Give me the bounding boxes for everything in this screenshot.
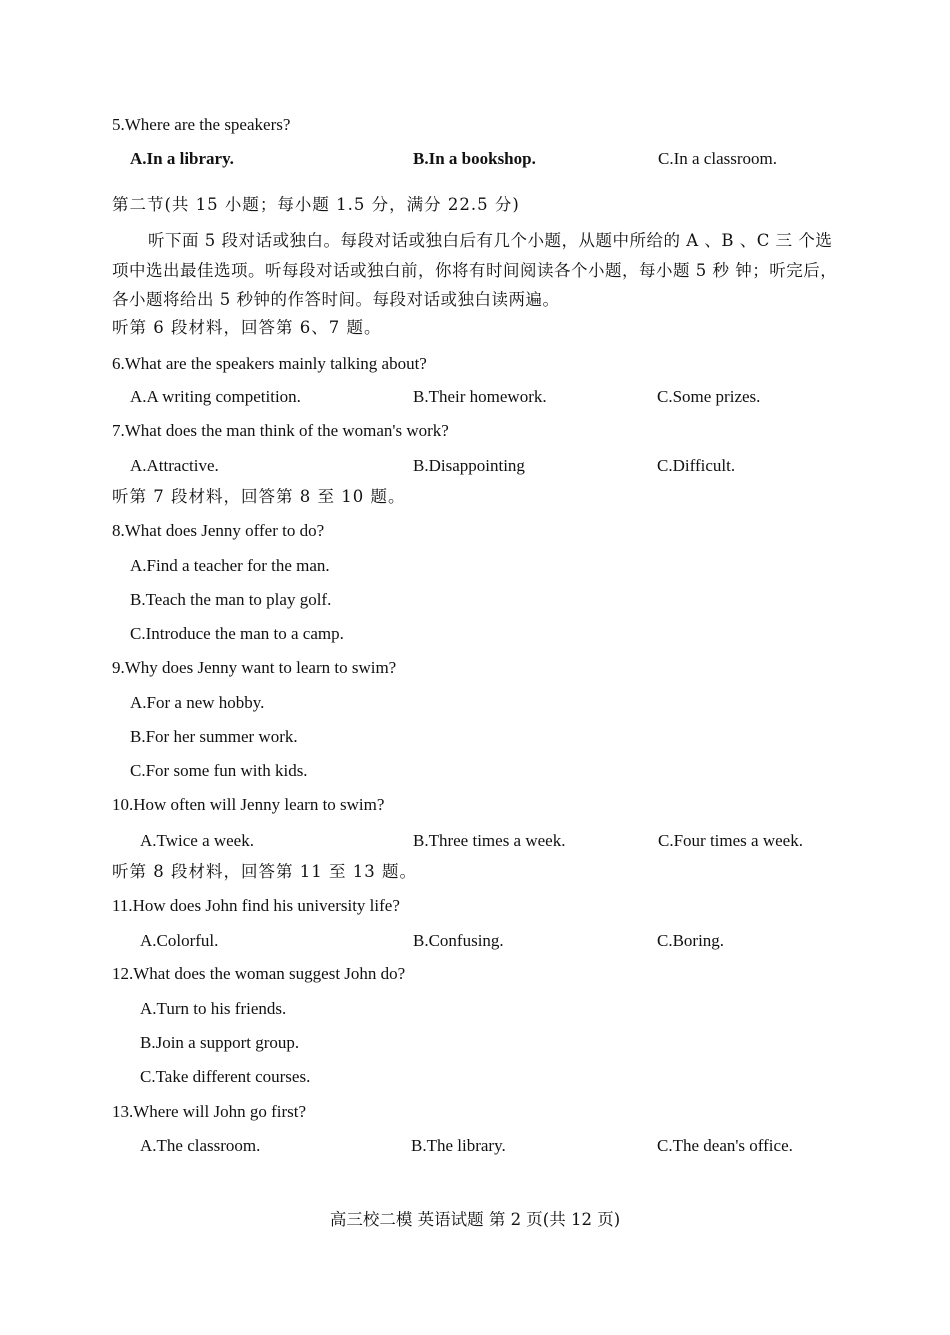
q6-option-b: B.Their homework. [413,387,547,406]
question-12: 12.What does the woman suggest John do? [112,964,406,983]
q11-option-a: A.Colorful. [140,931,219,950]
question-11: 11.How does John find his university life? [112,896,400,915]
q12-option-a: A.Turn to his friends. [140,999,287,1018]
question-8: 8.What does Jenny offer to do? [112,521,325,540]
q9-option-b: B.For her summer work. [130,727,298,746]
question-13: 13.Where will John go first? [112,1102,307,1121]
q8-option-c: C.Introduce the man to a camp. [130,624,344,643]
q5-option-c: C.In a classroom. [658,149,777,168]
q6-option-c: C.Some prizes. [657,387,761,406]
section-heading: 第二节(共 15 小题；每小题 1.5 分，满分 22.5 分) [112,195,520,214]
question-7: 7.What does the man think of the woman's work? [112,421,449,440]
q10-option-a: A.Twice a week. [140,831,254,850]
question-9: 9.Why does Jenny want to learn to swim? [112,658,397,677]
q5-option-b: B.In a bookshop. [413,149,536,168]
page-footer: 高三校二模 英语试题 第 2 页(共 12 页) [329,1210,621,1229]
material-8-heading: 听第 8 段材料，回答第 11 至 13 题。 [112,862,417,881]
q6-option-a: A.A writing competition. [130,387,301,406]
q13-option-a: A.The classroom. [140,1136,261,1155]
material-6-heading: 听第 6 段材料，回答第 6、7 题。 [112,318,382,337]
question-6: 6.What are the speakers mainly talking about? [112,354,427,373]
q10-option-b: B.Three times a week. [413,831,566,850]
q13-option-c: C.The dean's office. [657,1136,793,1155]
q7-option-c: C.Difficult. [657,456,736,475]
q9-option-a: A.For a new hobby. [130,693,265,712]
q7-option-b: B.Disappointing [413,456,525,475]
q12-option-b: B.Join a support group. [140,1033,300,1052]
q8-option-b: B.Teach the man to play golf. [130,590,332,609]
question-10: 10.How often will Jenny learn to swim? [112,795,385,814]
q8-option-a: A.Find a teacher for the man. [130,556,330,575]
q5-option-a: A.In a library. [130,149,234,168]
q7-option-a: A.Attractive. [130,456,219,475]
material-7-heading: 听第 7 段材料，回答第 8 至 10 题。 [112,487,406,506]
q9-option-c: C.For some fun with kids. [130,761,308,780]
q10-option-c: C.Four times a week. [658,831,803,850]
section-instructions: 听下面 5 段对话或独白。每段对话或独白后有几个小题，从题中所给的 A 、B 、C 三 个选项中选出最佳选项。听每段对话或独白前，你将有时间阅读各个小题，每小题 5 秒 钟；听完后，各小题将给出 5 秒钟的作答时间。每段对话或独白读两遍。 [112,231,838,309]
question-5: 5.Where are the speakers? [112,115,291,134]
q12-option-c: C.Take different courses. [140,1067,311,1086]
q11-option-c: C.Boring. [657,931,725,950]
q11-option-b: B.Confusing. [413,931,504,950]
q13-option-b: B.The library. [411,1136,506,1155]
